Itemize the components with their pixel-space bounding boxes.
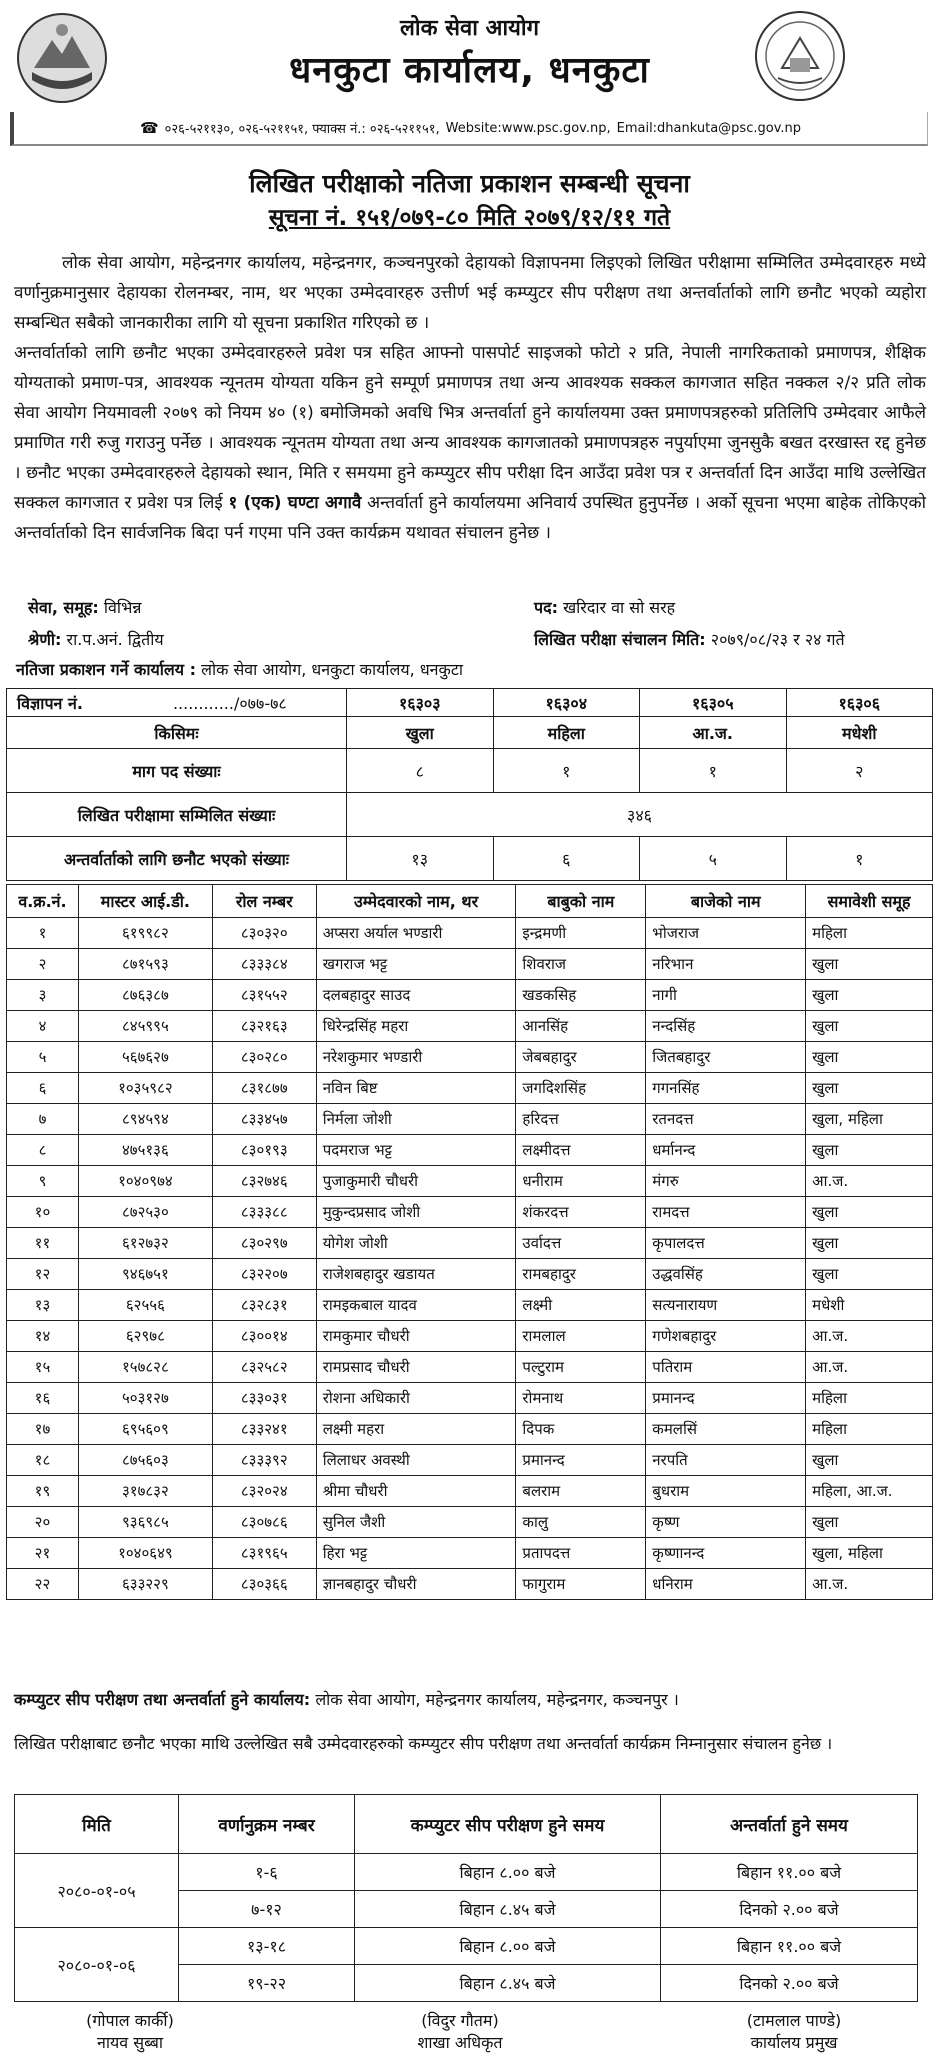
table-row [7, 1166, 933, 1197]
col-header: समावेशी समूह [806, 885, 933, 918]
table-cell: कमलसिं [646, 1414, 806, 1445]
table-cell: आनसिंह [516, 1011, 646, 1042]
schedule-range: १-६ [179, 1854, 355, 1891]
office-name: धनकुटा कार्यालय, धनकुटा [289, 50, 650, 91]
table-cell: प्रमानन्द [516, 1445, 646, 1476]
table-cell: नागी [646, 980, 806, 1011]
table-cell: नविन बिष्ट [316, 1073, 516, 1104]
ad-demand: १ [640, 749, 787, 793]
table-cell: धनीराम [516, 1166, 646, 1197]
table-row [7, 1507, 933, 1538]
table-cell: गगनसिंह [646, 1073, 806, 1104]
table-cell: दिपक [516, 1414, 646, 1445]
table-cell: १७ [7, 1414, 79, 1445]
venue-value: लोक सेवा आयोग, महेन्द्रनगर कार्यालय, महेन्द्रनगर, कञ्चनपुर । [315, 1690, 679, 1709]
candidates-table [6, 884, 933, 1600]
table-cell: ६२९७८ [78, 1321, 212, 1352]
table-cell: कृष्ण [646, 1507, 806, 1538]
shreni-value: रा.प.अनं. द्वितीय [66, 630, 164, 649]
table-cell: आ.ज. [806, 1569, 933, 1600]
table-cell: कालु [516, 1507, 646, 1538]
schedule-computer-time: बिहान ८.४५ बजे [355, 1965, 661, 2002]
notice-subtitle: सूचना नं. १५१/०७९-८० मिति २०७९/१२/११ गते [268, 205, 671, 231]
ad-type: महिला [493, 717, 640, 749]
exam-date-label: लिखित परीक्षा संचालन मिति: [534, 630, 706, 649]
table-cell: सुनिल जैशी [316, 1507, 516, 1538]
table-cell: ८३०३२० [212, 918, 316, 949]
table-cell: प्रमानन्द [646, 1383, 806, 1414]
table-cell: दलबहादुर साउद [316, 980, 516, 1011]
table-cell: शिवराज [516, 949, 646, 980]
table-cell: ३ [7, 980, 79, 1011]
schedule-note: लिखित परीक्षाबाट छनौट भएका माथि उल्लेखित सबै उम्मेदवारहरुको कम्प्युटर सीप परीक्षण तथा अन्तर्वार्ता कार्यक्रम निम्नानुसार संचालन हुनेछ । [14, 1734, 833, 1753]
notice-title: लिखित परीक्षाको नतिजा प्रकाशन सम्बन्धी सूचना [249, 169, 690, 198]
table-cell: ८३१८७७ [212, 1073, 316, 1104]
table-cell: रामइकबाल यादव [316, 1290, 516, 1321]
signature-block [370, 2010, 550, 2054]
table-cell: १८ [7, 1445, 79, 1476]
table-cell: अप्सरा अर्याल भण्डारी [316, 918, 516, 949]
table-row [7, 1569, 933, 1600]
table-row [7, 1383, 933, 1414]
table-cell: ज्ञानबहादुर चौधरी [316, 1569, 516, 1600]
candidates-body [7, 918, 933, 1600]
ad-number: १६३०६ [786, 689, 933, 717]
schedule-range: १९-२२ [179, 1965, 355, 2002]
table-cell: ८३२२०७ [212, 1259, 316, 1290]
table-cell: रामप्रसाद चौधरी [316, 1352, 516, 1383]
table-cell: ६१२७३२ [78, 1228, 212, 1259]
table-cell: १ [7, 918, 79, 949]
signatory-name: (टामलाल पाण्डे) [746, 2011, 842, 2030]
ad-label: विज्ञापन नं. [17, 693, 83, 713]
table-cell: खुला, महिला [806, 1104, 933, 1135]
table-cell: २ [7, 949, 79, 980]
schedule-computer-time: बिहान ८.०० बजे [355, 1928, 661, 1965]
table-cell: बलराम [516, 1476, 646, 1507]
table-cell: महिला, आ.ज. [806, 1476, 933, 1507]
ad-demand: २ [786, 749, 933, 793]
ad-demand: ८ [347, 749, 494, 793]
table-cell: लक्ष्मी [516, 1290, 646, 1321]
table-row [7, 949, 933, 980]
schedule-interview-time: बिहान ११.०० बजे [661, 1854, 918, 1891]
table-cell: ८३३०३१ [212, 1383, 316, 1414]
table-cell: ८७६३८७ [78, 980, 212, 1011]
table-cell: निर्मला जोशी [316, 1104, 516, 1135]
table-cell: सत्यनारायण [646, 1290, 806, 1321]
ad-type: खुला [347, 717, 494, 749]
table-cell: प्रतापदत्त [516, 1538, 646, 1569]
table-cell: ८३०२८० [212, 1042, 316, 1073]
office-label: नतिजा प्रकाशन गर्ने कार्यालय : [16, 660, 197, 679]
schedule-computer-time: बिहान ८.०० बजे [355, 1854, 661, 1891]
table-cell: राजेशबहादुर खडायत [316, 1259, 516, 1290]
table-cell: योगेश जोशी [316, 1228, 516, 1259]
table-row [7, 1011, 933, 1042]
table-cell: ५०३१२७ [78, 1383, 212, 1414]
table-cell: ८७५६०३ [78, 1445, 212, 1476]
demand-label: माग पद संख्याः [7, 749, 347, 793]
pad-value: खरिदार वा सो सरह [563, 598, 676, 617]
table-cell: पुजाकुमारी चौधरी [316, 1166, 516, 1197]
table-cell: खुला [806, 1228, 933, 1259]
col-header: मास्टर आई.डी. [78, 885, 212, 918]
paragraph-instructions [14, 338, 926, 548]
table-cell: खुला [806, 1011, 933, 1042]
schedule-interview-time: दिनको २.०० बजे [661, 1891, 918, 1928]
table-cell: खुला [806, 1042, 933, 1073]
ad-type: मधेशी [786, 717, 933, 749]
seva-value: विभिन्न [103, 598, 142, 617]
table-cell: खुला [806, 1135, 933, 1166]
table-row [7, 1104, 933, 1135]
table-cell: बुधराम [646, 1476, 806, 1507]
venue-label: कम्प्युटर सीप परीक्षण तथा अन्तर्वार्ता हुने कार्यालय: [14, 1690, 311, 1709]
table-cell: ८ [7, 1135, 79, 1166]
ad-suffix: ............/०७७-७८ [172, 693, 287, 713]
table-cell: उर्वादत्त [516, 1228, 646, 1259]
table-cell: ८३२८३१ [212, 1290, 316, 1321]
type-label: किसिमः [7, 717, 347, 749]
phone-icon: ☎ [139, 119, 159, 137]
paragraph-instructions-emphasis: १ (एक) घण्टा अगावै [228, 493, 362, 513]
table-cell: ८३०३६६ [212, 1569, 316, 1600]
table-cell: ८३३२४१ [212, 1414, 316, 1445]
table-cell: १६ [7, 1383, 79, 1414]
table-cell: कृष्णानन्द [646, 1538, 806, 1569]
table-row [7, 918, 933, 949]
ad-number: १६३०३ [347, 689, 494, 717]
table-cell: धर्मानन्द [646, 1135, 806, 1166]
table-cell: जितबहादुर [646, 1042, 806, 1073]
table-cell: ६ [7, 1073, 79, 1104]
table-cell: रतनदत्त [646, 1104, 806, 1135]
schedule-range: ७-१२ [179, 1891, 355, 1928]
table-cell: ८३३३९२ [212, 1445, 316, 1476]
table-cell: खुला [806, 1197, 933, 1228]
table-cell: नन्दसिंह [646, 1011, 806, 1042]
table-row [7, 1228, 933, 1259]
table-cell: लिलाधर अवस्थी [316, 1445, 516, 1476]
table-cell: रोशना अधिकारी [316, 1383, 516, 1414]
table-cell: रामकुमार चौधरी [316, 1321, 516, 1352]
meta-shreni [28, 628, 164, 650]
table-cell: ८७१५९३ [78, 949, 212, 980]
table-cell: पतिराम [646, 1352, 806, 1383]
exam-date-value: २०७९/०८/२३ र २४ गते [710, 630, 845, 649]
ad-selected: ६ [493, 837, 640, 881]
signatory-title: शाखा अधिकृत [417, 2033, 503, 2052]
table-cell: पल्टुराम [516, 1352, 646, 1383]
advertisement-table [6, 688, 933, 881]
table-cell: ५ [7, 1042, 79, 1073]
table-row [7, 1290, 933, 1321]
signatory-title: कार्यालय प्रमुख [750, 2033, 838, 2052]
table-row [7, 980, 933, 1011]
schedule-col-header: अन्तर्वार्ता हुने समय [661, 1795, 918, 1854]
ad-selected: १३ [347, 837, 494, 881]
table-cell: खुला [806, 1507, 933, 1538]
ad-type: आ.ज. [640, 717, 787, 749]
ad-number: १६३०५ [640, 689, 787, 717]
table-row [7, 1321, 933, 1352]
table-cell: मंगरु [646, 1166, 806, 1197]
shreni-label: श्रेणी: [28, 630, 62, 649]
seva-label: सेवा, समूह: [28, 598, 99, 617]
table-cell: ८३२०२४ [212, 1476, 316, 1507]
table-cell: गणेशबहादुर [646, 1321, 806, 1352]
table-cell: १५७८२८ [78, 1352, 212, 1383]
table-row [7, 1197, 933, 1228]
table-row [7, 1073, 933, 1104]
ad-type-row [7, 717, 933, 749]
table-cell: ६३३२२९ [78, 1569, 212, 1600]
table-cell: आ.ज. [806, 1321, 933, 1352]
ad-participants-row [7, 793, 933, 837]
table-row [7, 1445, 933, 1476]
schedule-computer-time: बिहान ८.४५ बजे [355, 1891, 661, 1928]
table-cell: खुला, महिला [806, 1538, 933, 1569]
table-cell: धनिराम [646, 1569, 806, 1600]
ad-selected: १ [786, 837, 933, 881]
ad-selected-row [7, 837, 933, 881]
table-cell: ८३१९६५ [212, 1538, 316, 1569]
table-cell: ८३३४५७ [212, 1104, 316, 1135]
schedule-interview-time: दिनको २.०० बजे [661, 1965, 918, 2002]
table-cell: ९३६९८५ [78, 1507, 212, 1538]
schedule-row [15, 1928, 918, 1965]
table-cell: ११ [7, 1228, 79, 1259]
table-cell: ४७५१३६ [78, 1135, 212, 1166]
table-cell: लक्ष्मीदत्त [516, 1135, 646, 1166]
table-cell: खुला [806, 1259, 933, 1290]
table-cell: महिला [806, 918, 933, 949]
signatory-title: नायव सुब्बा [96, 2033, 163, 2052]
table-cell: ९४६७५१ [78, 1259, 212, 1290]
table-cell: ८३२१६३ [212, 1011, 316, 1042]
table-cell: ८३०१९३ [212, 1135, 316, 1166]
table-cell: १४ [7, 1321, 79, 1352]
table-cell: ७ [7, 1104, 79, 1135]
table-cell: ८३२७४६ [212, 1166, 316, 1197]
table-cell: ८३००१४ [212, 1321, 316, 1352]
meta-pad [534, 596, 675, 618]
table-cell: भोजराज [646, 918, 806, 949]
table-cell: पदमराज भट्ट [316, 1135, 516, 1166]
table-cell: मधेशी [806, 1290, 933, 1321]
table-cell: खगराज भट्ट [316, 949, 516, 980]
signatory-name: (विदुर गौतम) [421, 2011, 499, 2030]
table-cell: हिरा भट्ट [316, 1538, 516, 1569]
contact-phones: ०२६-५२११३०, ०२६-५२११५१, फ्याक्स नं.: ०२६-५२११५१, [164, 122, 440, 137]
col-header: उम्मेदवारको नाम, थर [316, 885, 516, 918]
table-cell: नरेशकुमार भण्डारी [316, 1042, 516, 1073]
table-cell: इन्द्रमणी [516, 918, 646, 949]
schedule-interview-time: बिहान ११.०० बजे [661, 1928, 918, 1965]
table-cell: श्रीमा चौधरी [316, 1476, 516, 1507]
ad-number-row [7, 689, 933, 717]
table-cell: १२ [7, 1259, 79, 1290]
table-row [7, 1352, 933, 1383]
table-cell: खडकसिह [516, 980, 646, 1011]
table-cell: २१ [7, 1538, 79, 1569]
table-cell: ८३०७८६ [212, 1507, 316, 1538]
col-header: व.क्र.नं. [7, 885, 79, 918]
schedule-date: २०८०-०१-०६ [15, 1928, 179, 2002]
schedule-date: २०८०-०१-०५ [15, 1854, 179, 1928]
table-cell: खुला [806, 1073, 933, 1104]
table-cell: ८३३३८४ [212, 949, 316, 980]
table-cell: महिला [806, 1414, 933, 1445]
signatory-name: (गोपाल कार्की) [86, 2011, 174, 2030]
schedule-header-row [15, 1795, 918, 1854]
table-row [7, 1042, 933, 1073]
table-cell: नरपति [646, 1445, 806, 1476]
table-cell: आ.ज. [806, 1166, 933, 1197]
schedule-row [15, 1854, 918, 1891]
table-cell: ८४५९९५ [78, 1011, 212, 1042]
table-cell: रामदत्त [646, 1197, 806, 1228]
ad-number: १६३०४ [493, 689, 640, 717]
schedule-col-header: वर्णानुक्रम नम्बर [179, 1795, 355, 1854]
table-cell: ९ [7, 1166, 79, 1197]
table-cell: ८३२५८२ [212, 1352, 316, 1383]
table-cell: ५६७६२७ [78, 1042, 212, 1073]
table-cell: जेबबहादुर [516, 1042, 646, 1073]
table-cell: धिरेन्द्रसिंह महरा [316, 1011, 516, 1042]
table-cell: लक्ष्मी महरा [316, 1414, 516, 1445]
table-cell: खुला [806, 980, 933, 1011]
col-header: रोल नम्बर [212, 885, 316, 918]
table-row [7, 1259, 933, 1290]
schedule-table [14, 1794, 918, 2002]
paragraph-instructions-tail: अन्तर्वार्ता हुने कार्यालयमा अनिवार्य उपस्थित हुनुपर्नेछ । अर्को सूचना भएमा बाहेक तोकिएको अन्तर्वार्ताको दिन सार्वजनिक बिदा पर्न गएमा पनि उक्त कार्यक्रम यथावत संचालन हुनेछ । [14, 493, 927, 543]
ad-demand-row [7, 749, 933, 793]
table-cell: शंकरदत्त [516, 1197, 646, 1228]
table-row [7, 1476, 933, 1507]
table-cell: ८७२५३० [78, 1197, 212, 1228]
schedule-range: १३-१८ [179, 1928, 355, 1965]
table-cell: १०४०९७४ [78, 1166, 212, 1197]
table-cell: महिला [806, 1383, 933, 1414]
schedule-col-header: कम्प्युटर सीप परीक्षण हुने समय [355, 1795, 661, 1854]
paragraph-intro: लोक सेवा आयोग, महेन्द्रनगर कार्यालय, महेन्द्रनगर, कञ्चनपुरको देहायको विज्ञापनमा लिइएको लिखित परीक्षामा सम्मिलित उम्मेदवारहरु मध्ये वर्णानुक्रमानुसार देहायका रोलनम्बर, नाम, थर भएका उम्मेदवारहरु उत्तीर्ण भई कम्प्युटर सीप परीक्षण तथा अन्तर्वार्ताको लागि छनौट भएको व्यहोरा सम्बन्धित सबैको जानकारीका लागि यो सूचना प्रकाशित गरिएको छ । [14, 253, 926, 333]
schedule-col-header: मिति [15, 1795, 179, 1854]
participants-value: ३४६ [347, 793, 933, 837]
ad-demand: १ [493, 749, 640, 793]
table-cell: खुला [806, 1445, 933, 1476]
meta-seva [28, 596, 141, 618]
meta-exam-date [534, 628, 845, 650]
table-cell: रामलाल [516, 1321, 646, 1352]
contact-bar [10, 112, 928, 146]
meta-office [16, 658, 463, 680]
table-cell: ८९४५९४ [78, 1104, 212, 1135]
table-cell: ८३३३८८ [212, 1197, 316, 1228]
table-cell: ८३०२९७ [212, 1228, 316, 1259]
ad-selected: ५ [640, 837, 787, 881]
table-row [7, 1135, 933, 1166]
venue-line [14, 1688, 926, 1710]
table-cell: फागुराम [516, 1569, 646, 1600]
table-cell: १०३५९८२ [78, 1073, 212, 1104]
office-value: लोक सेवा आयोग, धनकुटा कार्यालय, धनकुटा [201, 660, 464, 679]
selected-label: अन्तर्वार्ताको लागि छनौट भएको संख्याः [7, 837, 347, 881]
table-cell: मुकुन्दप्रसाद जोशी [316, 1197, 516, 1228]
table-cell: रामबहादुर [516, 1259, 646, 1290]
table-cell: ६२५५६ [78, 1290, 212, 1321]
pad-label: पद: [534, 598, 558, 617]
table-cell: उद्धवसिंह [646, 1259, 806, 1290]
table-cell: कृपालदत्त [646, 1228, 806, 1259]
table-cell: ४ [7, 1011, 79, 1042]
table-cell: ६९५६०९ [78, 1414, 212, 1445]
table-cell: हरिदत्त [516, 1104, 646, 1135]
ad-number-label [7, 689, 347, 717]
table-row [7, 1414, 933, 1445]
table-row [7, 1538, 933, 1569]
contact-website[interactable]: Website:www.psc.gov.np, [445, 120, 611, 136]
table-cell: २० [7, 1507, 79, 1538]
col-header: बाजेको नाम [646, 885, 806, 918]
table-cell: १९ [7, 1476, 79, 1507]
signature-block [694, 2010, 894, 2054]
col-header: बाबुको नाम [516, 885, 646, 918]
signature-block [40, 2010, 220, 2054]
table-cell: १३ [7, 1290, 79, 1321]
table-cell: १० [7, 1197, 79, 1228]
table-cell: जगदिशसिंह [516, 1073, 646, 1104]
org-name: लोक सेवा आयोग [400, 16, 539, 41]
table-cell: खुला [806, 949, 933, 980]
paragraph-instructions-main: अन्तर्वार्ताको लागि छनौट भएका उम्मेदवारहरुले प्रवेश पत्र सहित आफ्नो पासपोर्ट साइजको फोटो २ प्रति, नेपाली नागरिकताको प्रमाणपत्र, शैक्षिक योग्यताको प्रमाण-पत्र, आवश्यक न्यूनतम योग्यता यकिन हुने सम्पूर्ण प्रमाणपत्र तथा अन्य आवश्यक सक्कल कागजात सहित नक्कल २/२ प्रति लोक सेवा आयोग नियमावली २०७९ को नियम ४० (१) बमोजिमको अवधि भित्र अन्तर्वार्ता हुने कार्यालयमा उक्त प्रमाणपत्रहरुको प्रतिलिपि उम्मेदवार आफैले प्रमाणित गरी रुजु गराउनु पर्नेछ । आवश्यक न्यूनतम योग्यता तथा अन्य आवश्यक कागजातको प्रमाणपत्रहरु नपुर्याएमा जुनसुकै बखत दरखास्त रद्द हुनेछ । छनौट भएका उम्मेदवारहरुले देहायको स्थान, मिति र समयमा हुने कम्प्युटर सीप परीक्षा दिन आउँदा प्रवेश पत्र र अन्तर्वार्ता दिन आउँदा माथि उल्लेखित सक्कल कागजात र प्रवेश पत्र लिई [14, 343, 926, 513]
table-cell: ६१९९८२ [78, 918, 212, 949]
participants-label: लिखित परीक्षामा सम्मिलित संख्याः [7, 793, 347, 837]
table-cell: ३१७८३२ [78, 1476, 212, 1507]
table-cell: ८३१५५२ [212, 980, 316, 1011]
table-cell: नरिभान [646, 949, 806, 980]
table-cell: १५ [7, 1352, 79, 1383]
table-cell: १०४०६४९ [78, 1538, 212, 1569]
table-cell: २२ [7, 1569, 79, 1600]
contact-email[interactable]: Email:dhankuta@psc.gov.np [616, 120, 802, 136]
table-cell: रोमनाथ [516, 1383, 646, 1414]
candidates-header-row [7, 885, 933, 918]
table-cell: आ.ज. [806, 1352, 933, 1383]
